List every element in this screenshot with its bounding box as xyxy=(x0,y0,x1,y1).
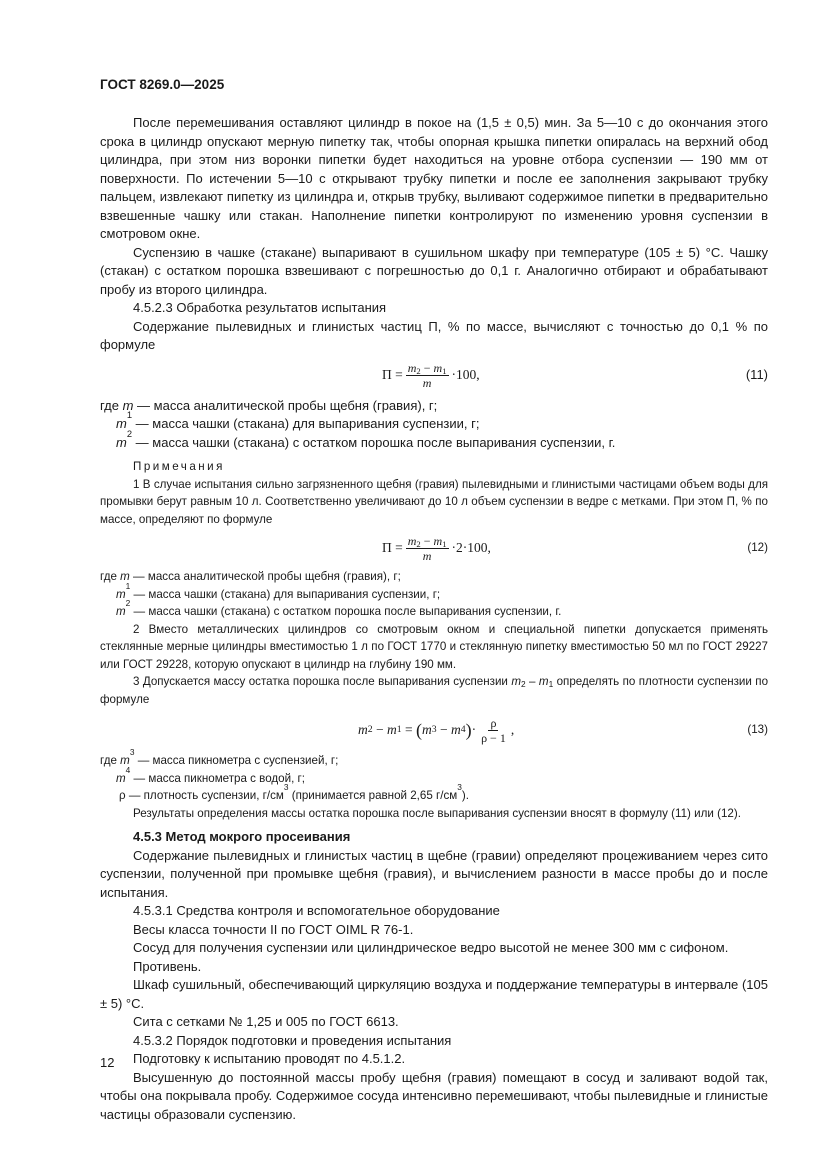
subsection-4-5-3-1-heading: 4.5.3.1 Средства контроля и вспомогательное оборудование xyxy=(133,903,500,918)
legend-11-item-m: где m — масса аналитической пробы щебня (гравия), г; xyxy=(100,397,438,413)
formula-13-fraction: $\frac{\rho}{\rho - 1}$ xyxy=(481,715,506,745)
paragraph-evaporation: Суспензию в чашке (стакане) выпаривают в сушильном шкафу при температуре (105 ± 5) °С. Чашку (стакан) с остатком порошка взвешивают с погрешностью до 0,1 г. Аналогично отбирают и обрабатывают пробу из второго цилиндра. xyxy=(100,244,768,297)
paragraph-formula-intro: Содержание пылевидных и глинистых частиц П, % по массе, вычисляют с точностью до 0,1 % по формуле xyxy=(100,318,768,352)
formula-11-legend xyxy=(100,397,768,453)
formula-11-fraction: $\frac{m_2 - m_1}{m}$ xyxy=(407,361,447,390)
formula-11-m2: m xyxy=(407,361,417,375)
notes-title: Примечания xyxy=(133,460,225,473)
legend-11-item-m2: m 2 — масса чашки (стакана) с остатком порошка после выпаривания суспензии, г. xyxy=(116,428,616,450)
formula-11-denominator: m xyxy=(422,376,432,390)
formula-11-lhs: П = xyxy=(382,367,403,383)
formula-11 xyxy=(100,357,768,395)
page-content xyxy=(100,114,768,1124)
page-number: 12 xyxy=(100,1055,115,1070)
formula-11-m1: m xyxy=(433,361,443,375)
formula-12 xyxy=(100,530,768,566)
legend-11-item-m1: m 1 — масса чашки (стакана) для выпаривания суспензии, г; xyxy=(116,410,480,431)
equipment-vessel: Сосуд для получения суспензии или цилиндрическое ведро высотой не менее 300 мм с сифоном. xyxy=(133,940,729,955)
standard-header: ГОСТ 8269.0—2025 xyxy=(100,77,225,92)
equipment-tray: Противень. xyxy=(133,958,202,974)
preparation-reference: Подготовку к испытанию проводят по 4.5.1.2. xyxy=(133,1051,406,1066)
procedure-paragraph: Высушенную до постоянной массы пробу щебня (гравия) помещают в сосуд и заливают водой так, чтобы она покрывала пробу. Содержимое сосуда интенсивно перемешивают, чтобы пылевидные и глинистые частицы образовали суспензию. xyxy=(100,1069,768,1122)
note-2: 2 Вместо металлических цилиндров со смотровым окном и специальной пипетки допускается применять стеклянные мерные цилиндры вместимостью 1 л по ГОСТ 1770 и стеклянную пипетку вместимостью 50 мл по ГОСТ 29227 или ГОСТ 29228, которую опускают в цилиндр на глубину 190 мм. xyxy=(100,622,768,671)
equipment-sieves: Сита с сетками № 1,25 и 005 по ГОСТ 6613. xyxy=(133,1014,399,1029)
formula-13-legend xyxy=(100,747,768,805)
formula-13: m 2 − m 1 = ( m 3 − m 4 ) · $\frac{\rho}{\rho - 1}$ , (13) xyxy=(100,710,768,750)
note-1: 1 В случае испытания сильно загрязненного щебня (гравия) пылевидными и глинистыми частицами объем воды для промывки берут равным 10 л. Соответственно увеличивают до 10 л объем суспензии в ведре с метками. При этом П, % по массе, определяют по формуле xyxy=(100,477,768,526)
formula-11-tail: ·100, xyxy=(451,367,480,383)
formula-11-number: (11) xyxy=(745,367,768,383)
note-3: 3 Допускается массу остатка порошка после выпаривания суспензии $m_2 - m_1$ определять по плотности суспензии по формуле xyxy=(100,675,769,706)
legend-13-item-m4: m 4 — масса пикнометра с водой, г; xyxy=(116,764,305,785)
legend-12-item-m2: m 2 — масса чашки (стакана) с остатком порошка после выпаривания суспензии, г. xyxy=(116,598,562,618)
legend-12-item-m1: m 1 — масса чашки (стакана) для выпаривания суспензии, г; xyxy=(116,580,441,601)
paragraph-pipette-procedure: После перемешивания оставляют цилиндр в покое на (1,5 ± 0,5) мин. За 5—10 с до окончания этого срока в цилиндр опускают мерную пипетку так, чтобы опорная крышка пипетки опиралась на верхний обод цилиндра, при этом низ воронки пипетки будет находиться на уровне отбора суспензии — 190 мм от поверхности. По истечении 5—10 с открывают трубку пипетки и после ее заполнения закрывают трубку пальцем, извлекают пипетку из цилиндра и, открыв трубку, выливают содержимое пипетки в предварительно взвешенные чашку или стакан. Наполнение пипетки контролируют по изменению уровня суспензии в смотровом окне. xyxy=(100,115,768,241)
subsection-4-5-2-3-heading: 4.5.2.3 Обработка результатов испытания xyxy=(133,300,387,315)
section-4-5-3-heading: 4.5.3 Метод мокрого просеивания xyxy=(133,829,351,844)
legend-13-item-rho: ρ — плотность суспензии, г/см 3 (принимается равной 2,65 г/см 3 ). xyxy=(119,782,469,802)
legend-13-item-m3: где m 3 — масса пикнометра с суспензией, г; xyxy=(100,747,339,767)
formula-12-lhs: П = xyxy=(382,540,403,556)
note-3-result: Результаты определения массы остатка порошка после выпаривания суспензии вносят в формулу (11) или (12). xyxy=(133,806,741,820)
section-4-5-3-intro: Содержание пылевидных и глинистых частиц в щебне (гравии) определяют процеживанием через сито суспензии, полученной при промывке щебня (гравия), и вычислением разности в массе пробы до и после испытания. xyxy=(100,847,768,900)
formula-12-tail: ·2·100, xyxy=(451,540,491,556)
formula-12-number: (12) xyxy=(747,541,768,555)
equipment-drying-cabinet: Шкаф сушильный, обеспечивающий циркуляцию воздуха и поддержание температуры в интервале (105 ± 5) °С. xyxy=(100,977,768,1011)
formula-13-number: (13) xyxy=(747,723,768,737)
formula-12-fraction: $\frac{m_2 - m_1}{m}$ xyxy=(407,533,447,563)
notes-block xyxy=(100,458,768,822)
subsection-4-5-3-2-heading: 4.5.3.2 Порядок подготовки и проведения испытания xyxy=(133,1032,452,1048)
formula-12-legend xyxy=(100,568,768,621)
legend-12-item-m: где m — масса аналитической пробы щебня (гравия), г; xyxy=(100,570,401,583)
equipment-scales: Весы класса точности II по ГОСТ OIML R 76-1. xyxy=(133,921,414,937)
